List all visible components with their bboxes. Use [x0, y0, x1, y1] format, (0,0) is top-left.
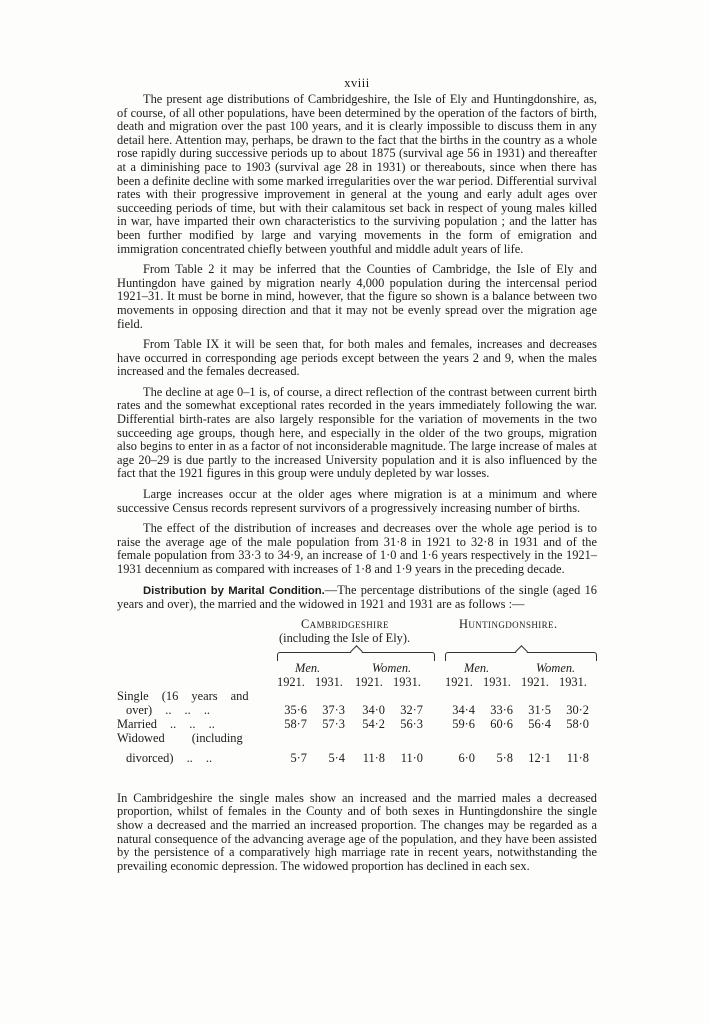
row-label-widowed: Widowed (including: [117, 730, 243, 745]
paragraph-migration: From Table 2 it may be inferred that the Counties of Cambridge, the Isle of Ely and Huntingdon have gained by migration nearly 4,000 population during the intercensal period 1921–31. It must be borne in mind, however, that the figure so shown is a balance between two movements in opposing direction and that it may not be evenly spread over the migration age field.: [117, 262, 597, 331]
year-header: 1921.: [521, 674, 549, 689]
cambs-title: Cambridgeshire: [301, 616, 389, 631]
table-cell: 12·1: [528, 750, 551, 765]
table-cell: 5·7: [290, 750, 307, 765]
table-cell: 30·2: [566, 702, 589, 717]
marital-heading: Distribution by Marital Condition.: [143, 584, 325, 597]
table-cell: 59·6: [452, 716, 475, 731]
table-cell: 11·8: [362, 750, 385, 765]
hunts-men-header: Men.: [464, 660, 490, 675]
paragraph-closing: In Cambridgeshire the single males show an increased and the married males a decreased proportion, whilst of females in the County and of both sexes in Huntingdonshire the single show a decreased and the married an increased proportion. The changes may be regarded as a natural consequence of the advancing average age of the population, and they have been assisted by the persistence of a comparatively high marriage rate in recent years, notwithstanding the prevailing economic depression. The widowed proportion has declined in each sex.: [117, 790, 597, 873]
table-cell: 11·8: [566, 750, 589, 765]
paragraph-average-age: The effect of the distribution of increases and decreases over the whole age period is to raise the average age of the male population from 31·8 in 1921 to 32·8 in 1931 and of the female population from 33·3 to 34·9, an increase of 1·0 and 1·6 years respectively in the 1921–1931 decennium as compared with increases of 1·8 and 1·9 years in the preceding decade.: [117, 521, 597, 576]
row-label-widowed-cont: divorced) .. ..: [126, 750, 213, 765]
cambs-brace: [277, 652, 435, 661]
hunts-title: Huntingdonshire.: [459, 616, 558, 631]
table-cell: 58·7: [284, 716, 307, 731]
table-cell: 6·0: [458, 750, 475, 765]
table-cell: 34·0: [362, 702, 385, 717]
cambs-women-header: Women.: [372, 660, 412, 675]
page-number: xviii: [344, 76, 370, 90]
year-header: 1921.: [445, 674, 473, 689]
row-label-single-cont: over) .. .. ..: [126, 702, 211, 717]
table-cell: 54·2: [362, 716, 385, 731]
year-header: 1931.: [315, 674, 343, 689]
year-header: 1931.: [483, 674, 511, 689]
marital-intro-text: —The percentage distributions of the single (aged 16 years and over), the married and the widowed in 1921 and 1931 are as follows :—: [117, 582, 597, 612]
table-cell: 37·3: [322, 702, 345, 717]
table-cell: 32·7: [400, 702, 423, 717]
table-cell: 11·0: [400, 750, 423, 765]
table-cell: 57·3: [322, 716, 345, 731]
table-cell: 60·6: [490, 716, 513, 731]
row-label-married: Married .. .. ..: [117, 716, 215, 731]
year-header: 1931.: [559, 674, 587, 689]
cambs-men-header: Men.: [295, 660, 321, 675]
year-header: 1921.: [355, 674, 383, 689]
paragraph-decline: The decline at age 0–1 is, of course, a direct reflection of the contrast between current birth rates and the somewhat exceptional rates recorded in the years immediately following the war. Differential birth-rates are also largely responsible for the variation of movements in the two succeeding age groups, though here, and especially in the older of the two groups, migration also begins to enter in as a factor of not inconsiderable magnitude. The large increase of males at age 20–29 is due partly to the increased University population and it is also influenced by the fact that the 1921 figures in this group were unduly depleted by war losses.: [117, 384, 597, 481]
paragraph-table-ix: From Table IX it will be seen that, for both males and females, increases and decreases have occurred in corresponding age periods except between the years 2 and 9, when the males increased and the females decreased.: [117, 337, 597, 379]
hunts-brace: [445, 652, 597, 661]
hunts-women-header: Women.: [536, 660, 576, 675]
table-cell: 56·4: [528, 716, 551, 731]
table-cell: 5·4: [328, 750, 345, 765]
table-cell: 58·0: [566, 716, 589, 731]
paragraph-older-ages: Large increases occur at the older ages where migration is at a minimum and where successive Census records represent survivors of a progressively increasing number of births.: [117, 487, 597, 515]
year-header: 1921.: [277, 674, 305, 689]
year-header: 1931.: [393, 674, 421, 689]
marital-table: [117, 616, 597, 792]
paragraph-age-distributions: The present age distributions of Cambridgeshire, the Isle of Ely and Huntingdonshire, as, of course, of all other populations, have been determined by the operation of the factors of birth, death and migration over the past 100 years, and it is clearly impossible to discuss them in any detail here. Attention may, perhaps, be drawn to the fact that the births in the country as a whole rose rapidly during successive periods up to about 1875 (survival age 56 in 1931) and thereafter at a diminishing pace to 1903 (survival age 28 in 1931) or thereabouts, since when there has been a definite decline with some marked irregularities over the war period. Differential survival rates with their progressive improvement in general at the young and early adult ages over succeeding periods of time, but with their calamitous set back in respect of young males killed in war, have imparted their own characteristics to the surviving population ; and the latter has been further modified by large and varying movements in the form of emigration and immigration concentrated chiefly between youthful and middle adult years of life.: [117, 92, 597, 256]
table-cell: 31·5: [528, 702, 551, 717]
table-cell: 5·8: [496, 750, 513, 765]
paragraph-marital-intro: [117, 584, 597, 612]
table-cell: 33·6: [490, 702, 513, 717]
table-cell: 35·6: [284, 702, 307, 717]
table-cell: 34·4: [452, 702, 475, 717]
table-cell: 56·3: [400, 716, 423, 731]
cambs-subtitle: (including the Isle of Ely).: [279, 630, 411, 645]
row-label-single: Single (16 years and: [117, 688, 249, 703]
